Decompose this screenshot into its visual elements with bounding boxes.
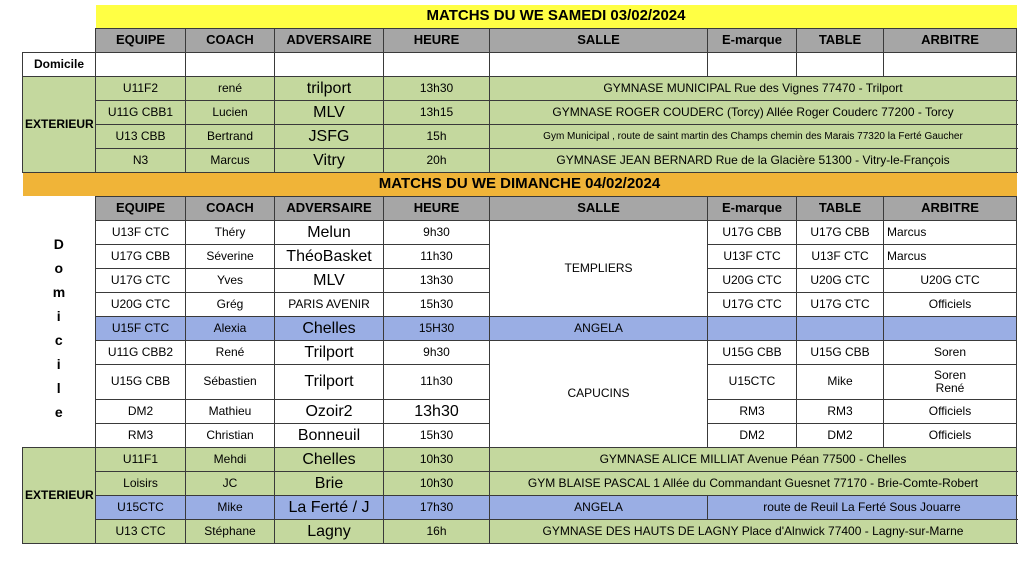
- cell-equipe: U15F CTC: [96, 317, 186, 341]
- cell-heure: 16h: [384, 520, 490, 544]
- cell-equipe: U11F1: [96, 448, 186, 472]
- table-row: [23, 149, 1017, 173]
- cell-adversaire: Bonneuil: [275, 424, 384, 448]
- cell-heure: 15h30: [384, 424, 490, 448]
- cell-coach: Grég: [186, 293, 275, 317]
- cell-coach: Stéphane: [186, 520, 275, 544]
- cell-heure: 17h30: [384, 496, 490, 520]
- saturday-title-row: [23, 5, 1017, 29]
- saturday-title: MATCHS DU WE SAMEDI 03/02/2024: [96, 5, 1017, 29]
- cell-coach: Séverine: [186, 245, 275, 269]
- cell-heure: 11h30: [384, 365, 490, 400]
- cell-emarque: U13F CTC: [708, 245, 797, 269]
- cell-coach: Alexia: [186, 317, 275, 341]
- cell-arbitre: [884, 365, 1017, 400]
- col-heure: HEURE: [384, 29, 490, 53]
- table-row: [23, 125, 1017, 149]
- sunday-title: MATCHS DU WE DIMANCHE 04/02/2024: [23, 173, 1017, 197]
- cell-equipe: U20G CTC: [96, 293, 186, 317]
- schedule-table: [22, 5, 1017, 544]
- cell-heure: 9h30: [384, 341, 490, 365]
- col-arbitre: ARBITRE: [884, 197, 1017, 221]
- cell-adversaire: PARIS AVENIR: [275, 293, 384, 317]
- cell-coach: Yves: [186, 269, 275, 293]
- table-row: [23, 448, 1017, 472]
- cell-salle: GYM BLAISE PASCAL 1 Allée du Commandant Guesnet 77170 - Brie-Comte-Robert: [490, 472, 1017, 496]
- cell-adversaire: Chelles: [275, 317, 384, 341]
- cell-heure: 13h15: [384, 101, 490, 125]
- cell-coach: René: [186, 341, 275, 365]
- cell-equipe: U17G CTC: [96, 269, 186, 293]
- cell-adversaire: Melun: [275, 221, 384, 245]
- sunday-title-row: [23, 173, 1017, 197]
- cell-salle: GYMNASE ROGER COUDERC (Torcy) Allée Roger Couderc 77200 - Torcy: [490, 101, 1017, 125]
- cell-table: U15G CBB: [797, 341, 884, 365]
- cell-salle: GYMNASE MUNICIPAL Rue des Vignes 77470 - Trilport: [490, 77, 1017, 101]
- col-table: TABLE: [797, 29, 884, 53]
- col-coach: COACH: [186, 197, 275, 221]
- cell-salle: GYMNASE ALICE MILLIAT Avenue Péan 77500 - Chelles: [490, 448, 1017, 472]
- col-salle: SALLE: [490, 29, 708, 53]
- cell-adversaire: Trilport: [275, 365, 384, 400]
- cell-equipe: Loisirs: [96, 472, 186, 496]
- cell-equipe: RM3: [96, 424, 186, 448]
- cell-arbitre-line: René: [935, 381, 965, 395]
- col-equipe: EQUIPE: [96, 197, 186, 221]
- cell-heure: 9h30: [384, 221, 490, 245]
- cell-arbitre: Officiels: [884, 293, 1017, 317]
- cell-heure: 20h: [384, 149, 490, 173]
- cell-arbitre: U20G CTC: [884, 269, 1017, 293]
- cell-adversaire: Vitry: [275, 149, 384, 173]
- cell-adversaire: MLV: [275, 101, 384, 125]
- cell-emarque: DM2: [708, 424, 797, 448]
- cell-adversaire: Trilport: [275, 341, 384, 365]
- table-row: [23, 77, 1017, 101]
- col-arbitre: ARBITRE: [884, 29, 1017, 53]
- col-adversaire: ADVERSAIRE: [275, 29, 384, 53]
- cell-coach: Mehdi: [186, 448, 275, 472]
- cell-adversaire: trilport: [275, 77, 384, 101]
- cell-coach: Sébastien: [186, 365, 275, 400]
- col-coach: COACH: [186, 29, 275, 53]
- table-row: [23, 496, 1017, 520]
- saturday-header-row: [23, 29, 1017, 53]
- cell-heure: 10h30: [384, 472, 490, 496]
- cell-coach: Mathieu: [186, 400, 275, 424]
- col-equipe: EQUIPE: [96, 29, 186, 53]
- cell-emarque: U20G CTC: [708, 269, 797, 293]
- cell-equipe: U11G CBB2: [96, 341, 186, 365]
- cell-salle-templiers: TEMPLIERS: [490, 221, 708, 317]
- cell-emarque: U17G CBB: [708, 221, 797, 245]
- col-emarque: E-marque: [708, 29, 797, 53]
- cell-adversaire: Chelles: [275, 448, 384, 472]
- cell-emarque: U15CTC: [708, 365, 797, 400]
- cell-arbitre: Soren: [884, 341, 1017, 365]
- cell-salle: Gym Municipal , route de saint martin des Champs chemin des Marais 77320 la Ferté Gaucher: [490, 125, 1017, 149]
- col-salle: SALLE: [490, 197, 708, 221]
- cell-table: U20G CTC: [797, 269, 884, 293]
- cell-adversaire: ThéoBasket: [275, 245, 384, 269]
- saturday-domicile-row: [23, 53, 1017, 77]
- cell-equipe: DM2: [96, 400, 186, 424]
- col-adversaire: ADVERSAIRE: [275, 197, 384, 221]
- table-row: [23, 221, 1017, 245]
- cell-adversaire: Lagny: [275, 520, 384, 544]
- cell-equipe: U11G CBB1: [96, 101, 186, 125]
- cell-table: DM2: [797, 424, 884, 448]
- cell-salle: GYMNASE DES HAUTS DE LAGNY Place d'Alnwick 77400 - Lagny-sur-Marne: [490, 520, 1017, 544]
- exterieur-label: EXTERIEUR: [23, 77, 96, 173]
- domicile-vertical-label: [23, 197, 96, 448]
- cell-table: U17G CBB: [797, 221, 884, 245]
- cell-coach: Lucien: [186, 101, 275, 125]
- cell-arbitre-line: Soren: [933, 367, 967, 382]
- cell-equipe: U13F CTC: [96, 221, 186, 245]
- cell-arbitre: Officiels: [884, 424, 1017, 448]
- cell-emarque: U17G CTC: [708, 293, 797, 317]
- cell-equipe: U15CTC: [96, 496, 186, 520]
- cell-equipe: U11F2: [96, 77, 186, 101]
- cell-heure: 15h30: [384, 293, 490, 317]
- domicile-vertical-text: D o m i c i l e: [52, 235, 66, 420]
- cell-heure: 15H30: [384, 317, 490, 341]
- cell-salle: GYMNASE JEAN BERNARD Rue de la Glacière 51300 - Vitry-le-François: [490, 149, 1017, 173]
- cell-equipe: U15G CBB: [96, 365, 186, 400]
- cell-equipe: U17G CBB: [96, 245, 186, 269]
- cell-salle: route de Reuil La Ferté Sous Jouarre: [708, 496, 1017, 520]
- table-row: [23, 101, 1017, 125]
- cell-heure: 11h30: [384, 245, 490, 269]
- sunday-header-row: [23, 197, 1017, 221]
- domicile-label: Domicile: [23, 53, 96, 77]
- cell-arbitre: Officiels: [884, 400, 1017, 424]
- cell-coach: rené: [186, 77, 275, 101]
- cell-table: RM3: [797, 400, 884, 424]
- cell-salle-short: ANGELA: [490, 496, 708, 520]
- cell-coach: Christian: [186, 424, 275, 448]
- cell-emarque: RM3: [708, 400, 797, 424]
- cell-heure: 10h30: [384, 448, 490, 472]
- cell-adversaire: JSFG: [275, 125, 384, 149]
- cell-heure: 13h30: [384, 77, 490, 101]
- cell-heure: 13h30: [384, 400, 490, 424]
- cell-salle: ANGELA: [490, 317, 708, 341]
- cell-arbitre: Marcus: [884, 221, 1017, 245]
- cell-equipe: U13 CBB: [96, 125, 186, 149]
- cell-arbitre: Marcus: [884, 245, 1017, 269]
- cell-equipe: U13 CTC: [96, 520, 186, 544]
- cell-salle-capucins: CAPUCINS: [490, 341, 708, 448]
- table-row: [23, 520, 1017, 544]
- cell-adversaire: Ozoir2: [275, 400, 384, 424]
- cell-coach: Théry: [186, 221, 275, 245]
- col-table: TABLE: [797, 197, 884, 221]
- cell-coach: Mike: [186, 496, 275, 520]
- cell-emarque: U15G CBB: [708, 341, 797, 365]
- cell-adversaire: MLV: [275, 269, 384, 293]
- col-heure: HEURE: [384, 197, 490, 221]
- cell-table: U17G CTC: [797, 293, 884, 317]
- cell-table: U13F CTC: [797, 245, 884, 269]
- col-emarque: E-marque: [708, 197, 797, 221]
- cell-table: Mike: [797, 365, 884, 400]
- table-row: [23, 341, 1017, 365]
- cell-equipe: N3: [96, 149, 186, 173]
- cell-adversaire: La Ferté / J: [275, 496, 384, 520]
- table-row: [23, 317, 1017, 341]
- cell-coach: Bertrand: [186, 125, 275, 149]
- cell-heure: 13h30: [384, 269, 490, 293]
- exterieur-label: EXTERIEUR: [23, 448, 96, 544]
- table-row: [23, 472, 1017, 496]
- cell-adversaire: Brie: [275, 472, 384, 496]
- cell-heure: 15h: [384, 125, 490, 149]
- cell-coach: JC: [186, 472, 275, 496]
- cell-coach: Marcus: [186, 149, 275, 173]
